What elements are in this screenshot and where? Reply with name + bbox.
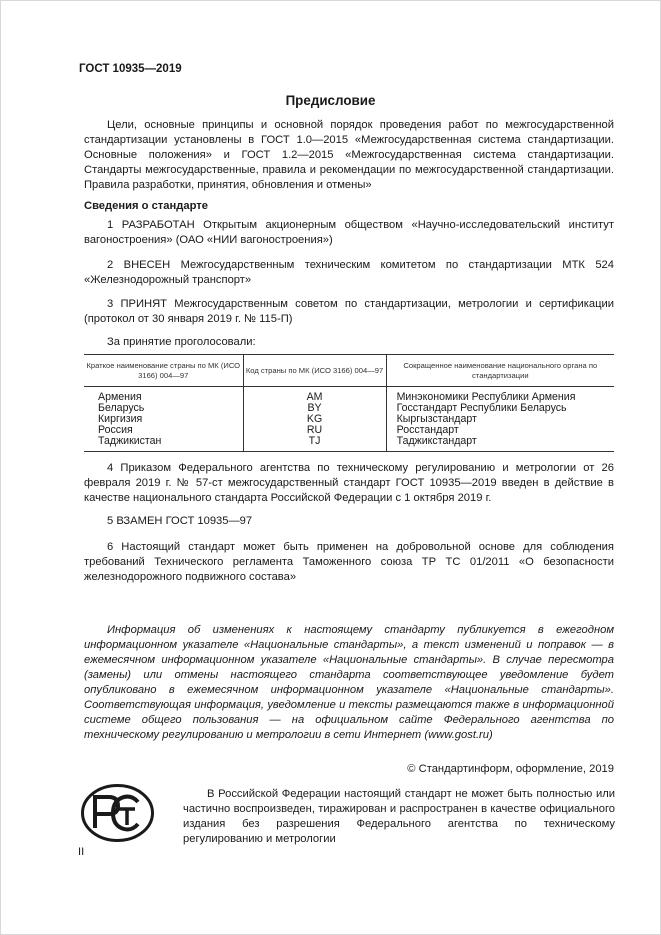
table-cell-body: Минэкономики Республики Армения	[386, 387, 614, 404]
item-1: 1 РАЗРАБОТАН Открытым акционерным обществом «Научно-исследовательский институт вагоностроения» (ОАО «НИИ вагоностроения»)	[84, 219, 614, 246]
table-cell-body: Кыргызстандарт	[386, 414, 614, 425]
document-code: ГОСТ 10935—2019	[79, 63, 182, 75]
info-note: Информация об изменениях к настоящему стандарту публикуется в ежегодном информационном указателе «Национальные стандарты», а текст изменений и поправок — в ежемесячном информационном указателе «Национальные стандарты». В случае пересмотра (замены) или отмены настоящего стандарта соответствующее уведомление будет опубликовано в ежемесячном информационном указателе «Национальные стандарты». Соответствующая информация, уведомление и тексты размещаются также в информационной системе общего пользования — на официальном сайте Федерального агентства по техническому регулированию и метрологии в сети Интернет (www.gost.ru)	[84, 624, 614, 741]
item-3: 3 ПРИНЯТ Межгосударственным советом по стандартизации, метрологии и сертификации (протокол от 30 января 2019 г. № 115-П)	[84, 298, 614, 325]
table-cell-country: Таджикистан	[84, 436, 243, 452]
page-title: Предисловие	[285, 93, 376, 108]
intro-paragraph: Цели, основные принципы и основной порядок проведения работ по межгосударственной стандартизации установлены в ГОСТ 1.0—2015 «Межгосударственная система стандартизации. Основные положения» и ГОСТ 1.2—2015 «Межгосударственная система стандартизации. Стандарты межгосударственные, правила и рекомендации по межгосударственной стандартизации. Правила разработки, принятия, обновления и отмены»	[84, 119, 614, 191]
item-5: 5 ВЗАМЕН ГОСТ 10935—97	[107, 515, 253, 527]
copyright: © Стандартинформ, оформление, 2019	[407, 763, 614, 775]
table-header-body: Сокращенное наименование национального органа по стандартизации	[386, 355, 614, 387]
intro-block	[84, 118, 614, 193]
voted-block	[84, 335, 614, 350]
table-row	[84, 387, 614, 404]
item-2: 2 ВНЕСЕН Межгосударственным техническим комитетом по стандартизации МТК 524 «Железнодорожный транспорт»	[84, 259, 614, 286]
item-2-block	[84, 258, 614, 288]
table-row	[84, 403, 614, 414]
info-note-block	[84, 623, 614, 743]
item-4-block	[84, 461, 614, 506]
table-cell-code: RU	[243, 425, 386, 436]
table-header-country: Краткое наименование страны по МК (ИСО 3166) 004—97	[84, 355, 243, 387]
rst-certification-mark-icon	[80, 783, 155, 843]
table-cell-country: Армения	[98, 391, 142, 403]
table-header-row	[84, 355, 614, 387]
table-cell-body: Госстандарт Республики Беларусь	[386, 403, 614, 414]
table-cell-body: Таджикстандарт	[386, 436, 614, 452]
item-6-block	[84, 540, 614, 585]
table-cell-country: Беларусь	[98, 402, 145, 414]
countries-table	[84, 354, 614, 452]
table-row	[84, 414, 614, 425]
table-cell-code: BY	[243, 403, 386, 414]
table-row	[84, 425, 614, 436]
section-title: Сведения о стандарте	[84, 200, 208, 212]
item-1-block	[84, 218, 614, 248]
table-cell-code: KG	[243, 414, 386, 425]
item-3-block	[84, 297, 614, 327]
item-5-block	[84, 514, 614, 529]
page-number: II	[78, 846, 85, 858]
table-cell-body: Росстандарт	[386, 425, 614, 436]
table-row	[84, 436, 614, 452]
item-4: 4 Приказом Федерального агентства по техническому регулированию и метрологии от 26 февраля 2019 г. № 57-ст межгосударственный стандарт ГОСТ 10935—2019 введен в действие в качестве национального стандарта Российской Федерации с 1 октября 2019 г.	[84, 462, 614, 504]
section-title-block	[84, 199, 614, 214]
table-header-code: Код страны по МК (ИСО 3166) 004—97	[243, 355, 386, 387]
table-cell-country: Киргизия	[98, 413, 143, 425]
table-cell-country: Россия	[98, 424, 133, 436]
table-cell-code: TJ	[243, 436, 386, 452]
table-cell-code: AM	[243, 387, 386, 404]
voted-label: За принятие проголосовали:	[107, 336, 256, 348]
copyright-notice: В Российской Федерации настоящий стандарт не может быть полностью или частично воспроизведен, тиражирован и распространен в качестве официального издания без разрешения Федерального агентства по техническому регулированию и метрологии	[183, 788, 615, 845]
item-6: 6 Настоящий стандарт может быть применен на добровольной основе для соблюдения требований Технического регламента Таможенного союза ТР ТС 01/2011 «О безопасности железнодорожного подвижного состава»	[84, 541, 614, 583]
